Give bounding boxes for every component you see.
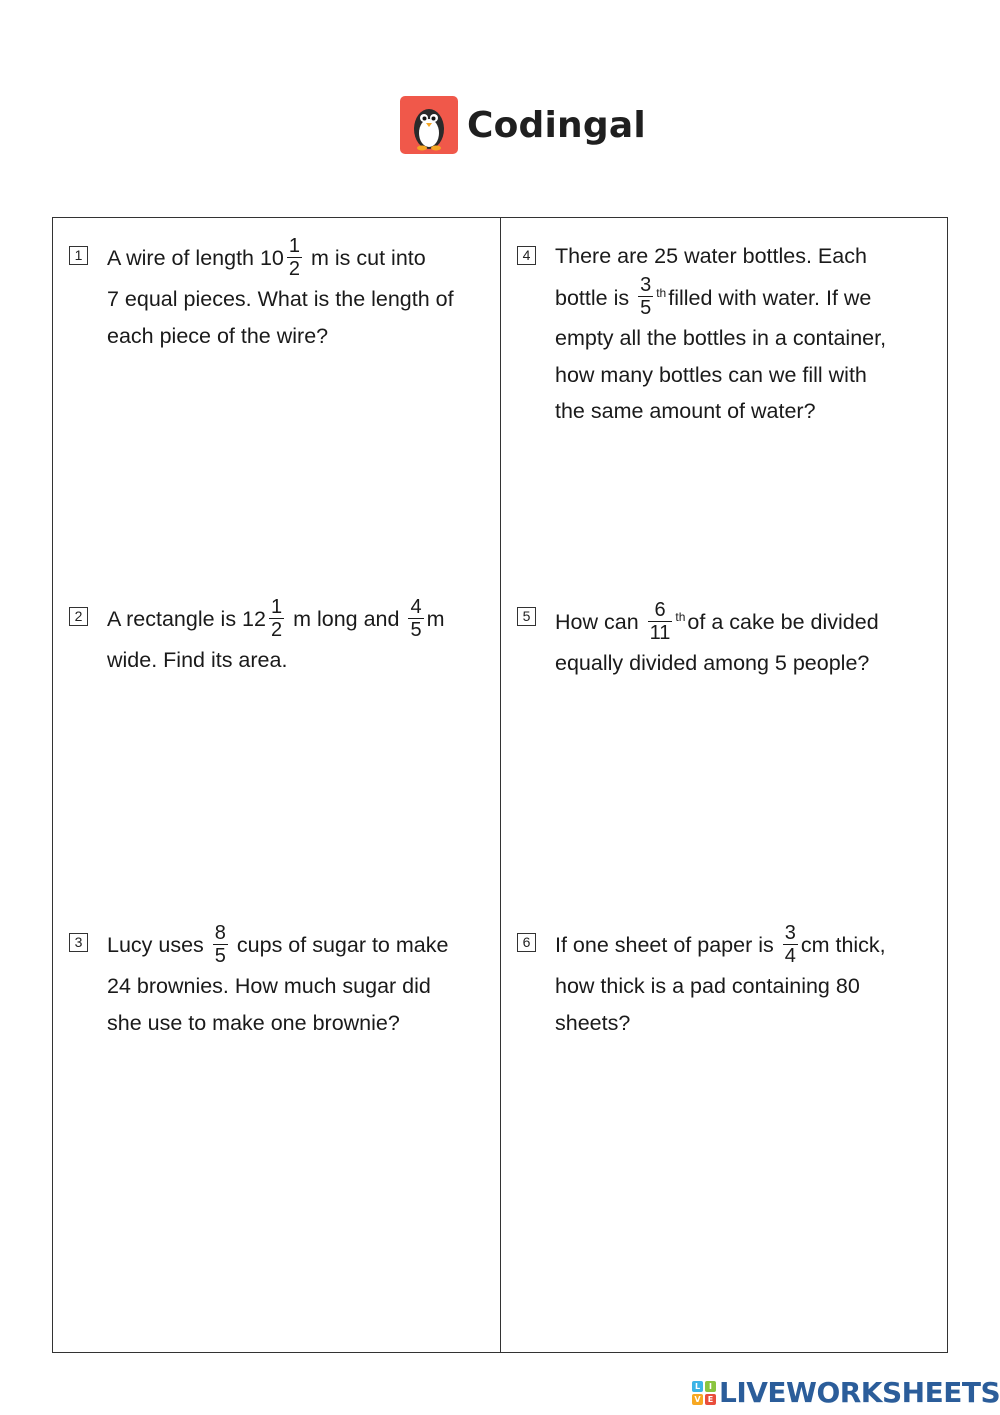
question-text: There are 25 water bottles. Each [555,244,867,268]
question-text: of a cake be divided [687,610,879,634]
fraction: $\frac{1}{2}$ [270,596,283,641]
question-text: equally divided among 5 people? [555,650,870,675]
question-3 [107,922,487,1041]
question-number-4: 4 [517,246,536,265]
question-text: cm thick, [800,933,886,958]
fraction: $\frac{3}{5}$ [640,274,652,320]
liveworksheets-logo[interactable] [692,1376,1000,1409]
question-number-6: 6 [517,933,536,952]
question-text: m [426,607,445,632]
worksheet-grid [52,217,948,1353]
column-divider [500,218,501,1352]
liveworksheets-brand: LIVEWORKSHEETS [719,1376,1000,1409]
superscript: th [675,610,686,624]
question-text: How can [555,610,639,634]
question-2 [107,596,487,679]
question-text: Lucy uses [107,933,204,958]
question-4 [555,238,935,430]
question-1 [107,235,487,354]
question-5 [555,599,935,681]
question-text: 7 equal pieces. What is the length of [107,287,454,311]
superscript: th [656,285,667,300]
fraction: $\frac{1}{2}$ [288,235,301,280]
fraction: $\frac{6}{11}$ [649,598,671,644]
question-text: she use to make one brownie? [107,1010,400,1035]
question-text: bottle is [555,285,630,310]
brand-header [400,95,646,155]
question-number-2: 2 [69,607,88,626]
fraction: $\frac{8}{5}$ [214,922,226,967]
fraction: $\frac{4}{5}$ [410,596,422,641]
fraction: $\frac{3}{4}$ [784,922,796,967]
question-text: wide. Find its area. [107,648,288,672]
question-text: filled with water. If we [668,285,872,310]
question-number-1: 1 [69,246,88,265]
question-text: 24 brownies. How much sugar did [107,974,431,998]
question-text: cups of sugar to make [236,933,449,958]
penguin-logo-icon [400,96,458,154]
brand-name: Codingal [467,104,646,146]
question-text: the same amount of water? [555,399,816,424]
question-text: empty all the bottles in a container, [555,326,887,351]
question-text: how thick is a pad containing 80 [555,974,860,998]
question-number-3: 3 [69,933,88,952]
question-text: m is cut into [311,246,426,271]
question-text: If one sheet of paper is [555,933,774,958]
question-text: how many bottles can we fill with [555,362,867,387]
question-6 [555,922,935,1041]
question-text: each piece of the wire? [107,323,329,348]
question-text: A wire of length 10 [107,246,284,271]
liveworksheets-icon: L I V E [692,1381,716,1405]
question-text: m long and [293,607,400,632]
question-text: sheets? [555,1010,631,1035]
question-text: A rectangle is 12 [107,607,266,632]
question-number-5: 5 [517,607,536,626]
